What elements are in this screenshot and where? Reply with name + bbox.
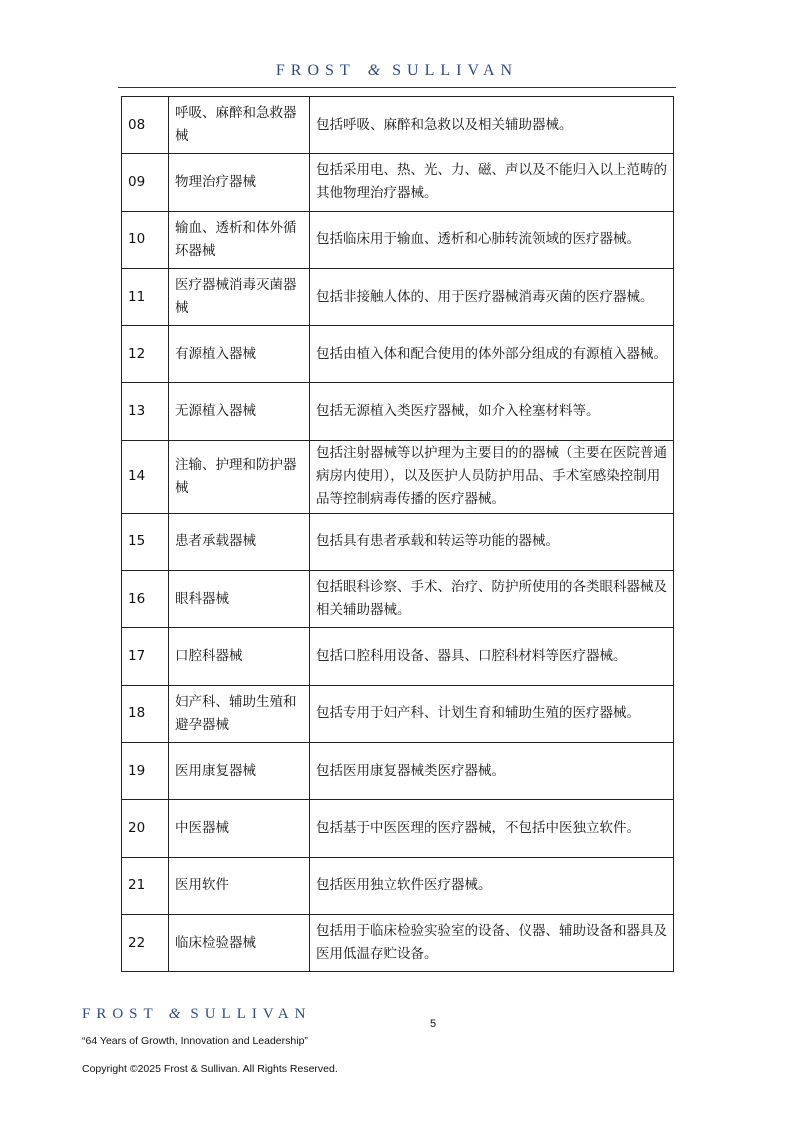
row-number: 18 (122, 685, 169, 742)
row-number: 20 (122, 800, 169, 857)
row-category-name: 注输、护理和防护器械 (169, 440, 310, 513)
table-row (122, 914, 674, 971)
table-row (122, 268, 674, 325)
table-row (122, 571, 674, 628)
table-row (122, 326, 674, 383)
row-number: 13 (122, 383, 169, 440)
row-category-name: 患者承载器械 (169, 513, 310, 570)
row-number: 15 (122, 513, 169, 570)
row-description: 包括具有患者承载和转运等功能的器械。 (310, 513, 674, 570)
row-category-name: 医用康复器械 (169, 742, 310, 799)
row-number: 08 (122, 97, 169, 154)
header-logo-left: FROST (275, 62, 356, 79)
table-row (122, 211, 674, 268)
header-logo-amp: & (367, 62, 381, 79)
row-category-name: 呼吸、麻醉和急救器械 (169, 97, 310, 154)
row-category-name: 有源植入器械 (169, 326, 310, 383)
table-row (122, 97, 674, 154)
row-number: 17 (122, 628, 169, 685)
table-row (122, 154, 674, 211)
row-category-name: 妇产科、辅助生殖和避孕器械 (169, 685, 310, 742)
table-row (122, 440, 674, 513)
header-divider (118, 87, 676, 88)
row-number: 09 (122, 154, 169, 211)
row-description: 包括用于临床检验实验室的设备、仪器、辅助设备和器具及医用低温存贮设备。 (310, 914, 674, 971)
page-number: 5 (430, 1018, 437, 1030)
row-category-name: 医疗器械消毒灭菌器械 (169, 268, 310, 325)
row-description: 包括无源植入类医疗器械，如介入栓塞材料等。 (310, 383, 674, 440)
row-description: 包括采用电、热、光、力、磁、声以及不能归入以上范畴的其他物理治疗器械。 (310, 154, 674, 211)
row-number: 22 (122, 914, 169, 971)
row-description: 包括医用康复器械类医疗器械。 (310, 742, 674, 799)
row-number: 12 (122, 326, 169, 383)
row-number: 19 (122, 742, 169, 799)
row-number: 21 (122, 857, 169, 914)
device-category-table (121, 96, 674, 972)
table-row (122, 685, 674, 742)
row-number: 10 (122, 211, 169, 268)
row-number: 11 (122, 268, 169, 325)
row-category-name: 无源植入器械 (169, 383, 310, 440)
row-category-name: 医用软件 (169, 857, 310, 914)
row-description: 包括口腔科用设备、器具、口腔科材料等医疗器械。 (310, 628, 674, 685)
row-description: 包括眼科诊察、手术、治疗、防护所使用的各类眼科器械及相关辅助器械。 (310, 571, 674, 628)
row-description: 包括呼吸、麻醉和急救以及相关辅助器械。 (310, 97, 674, 154)
footer-copyright: Copyright ©2025 Frost & Sullivan. All Rights Reserved. (82, 1063, 338, 1075)
row-description: 包括由植入体和配合使用的体外部分组成的有源植入器械。 (310, 326, 674, 383)
header-logo (0, 62, 794, 80)
row-description: 包括医用独立软件医疗器械。 (310, 857, 674, 914)
row-number: 16 (122, 571, 169, 628)
row-category-name: 临床检验器械 (169, 914, 310, 971)
row-description: 包括临床用于输血、透析和心肺转流领域的医疗器械。 (310, 211, 674, 268)
table-row (122, 628, 674, 685)
table-row (122, 513, 674, 570)
row-description: 包括基于中医医理的医疗器械，不包括中医独立软件。 (310, 800, 674, 857)
row-description: 包括专用于妇产科、计划生育和辅助生殖的医疗器械。 (310, 685, 674, 742)
row-category-name: 输血、透析和体外循环器械 (169, 211, 310, 268)
footer-tagline: “64 Years of Growth, Innovation and Leadership” (82, 1035, 308, 1047)
row-category-name: 口腔科器械 (169, 628, 310, 685)
row-category-name: 眼科器械 (169, 571, 310, 628)
footer-logo-right: SULLIVAN (190, 1006, 312, 1022)
table-row (122, 742, 674, 799)
row-number: 14 (122, 440, 169, 513)
row-description: 包括非接触人体的、用于医疗器械消毒灭菌的医疗器械。 (310, 268, 674, 325)
table-row (122, 800, 674, 857)
header-logo-right: SULLIVAN (392, 62, 519, 79)
row-category-name: 物理治疗器械 (169, 154, 310, 211)
footer-logo-amp: & (168, 1006, 181, 1022)
row-description: 包括注射器械等以护理为主要目的的器械（主要在医院普通病房内使用），以及医护人员防护用品、手术室感染控制用品等控制病毒传播的医疗器械。 (310, 440, 674, 513)
table-row (122, 857, 674, 914)
footer-logo (82, 1006, 311, 1023)
row-category-name: 中医器械 (169, 800, 310, 857)
footer-logo-left: FROST (82, 1006, 159, 1022)
table-row (122, 383, 674, 440)
